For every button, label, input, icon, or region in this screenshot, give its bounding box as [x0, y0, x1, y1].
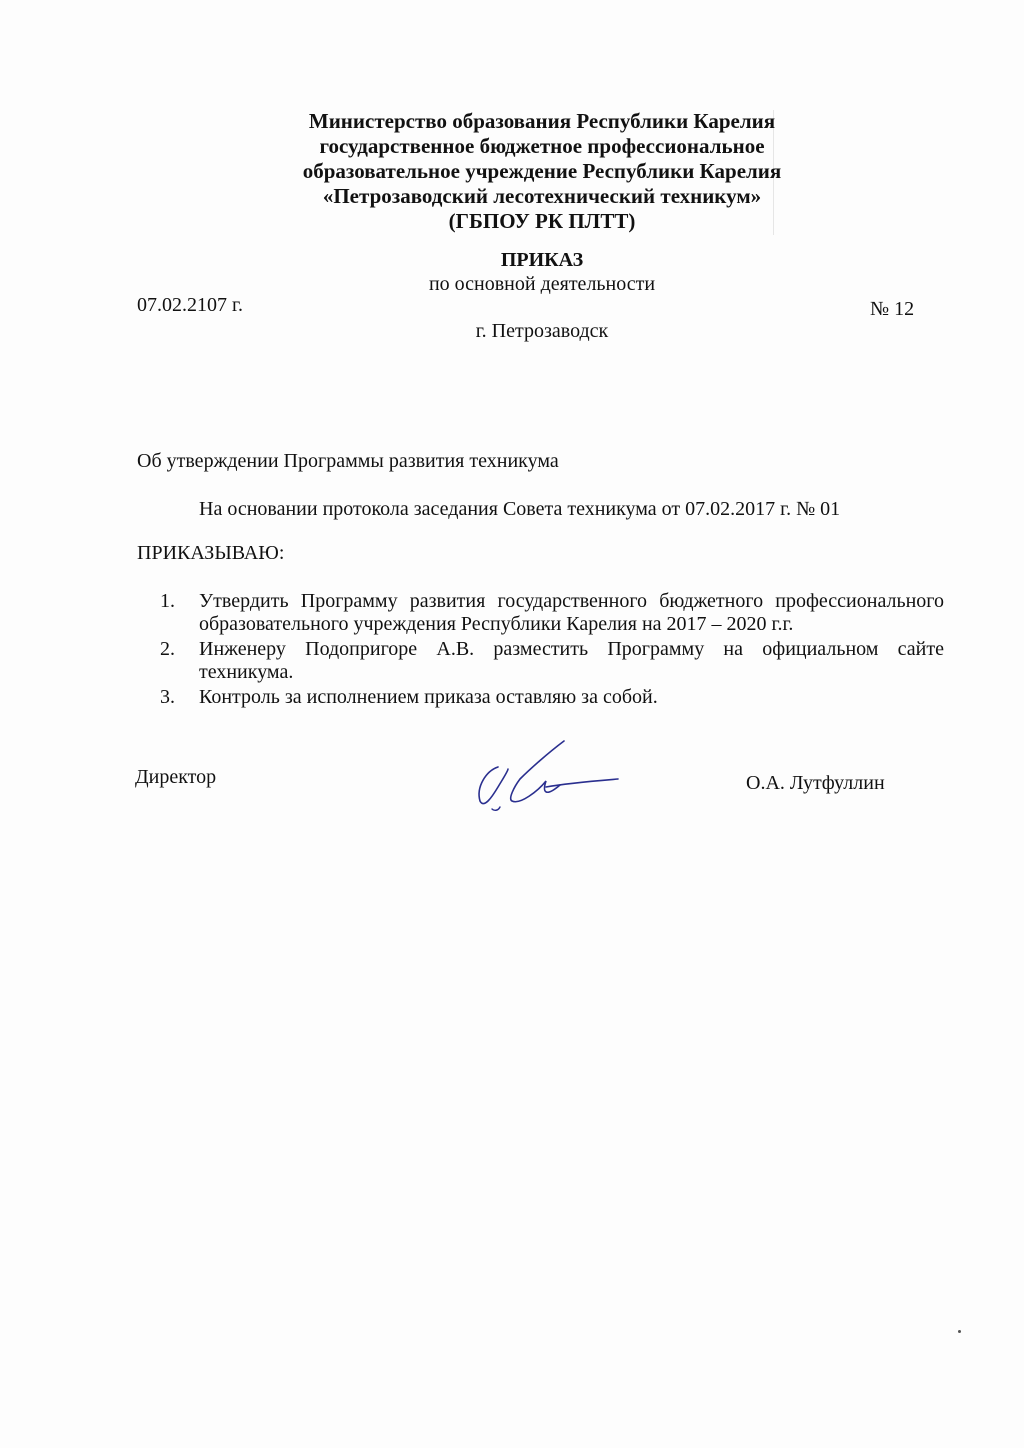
signature-stroke-loop — [479, 767, 508, 804]
header-line-abbreviation: (ГБПОУ РК ПЛТТ) — [448, 209, 636, 233]
header-line-institution: образовательное учреждение Республики Карелия — [302, 159, 782, 183]
order-item-text-line: Контроль за исполнением приказа оставляю за собой. — [199, 686, 658, 708]
order-items-list — [160, 590, 944, 711]
order-subtitle: по основной деятельности — [428, 273, 656, 295]
handwritten-signature — [468, 735, 628, 815]
order-item-text-line: Инженеру Подопригоре А.В. разместить Программу на официальном сайте — [199, 638, 944, 660]
organization-header — [0, 109, 1024, 234]
signer-role: Директор — [135, 766, 217, 788]
order-item-number: 1. — [160, 590, 175, 612]
order-city: г. Петрозаводск — [475, 320, 609, 342]
order-basis: На основании протокола заседания Совета техникума от 07.02.2017 г. № 01 — [199, 498, 841, 520]
order-item-number: 2. — [160, 638, 175, 660]
scan-speck — [958, 1330, 961, 1333]
order-item-text-line: техникума. — [199, 661, 294, 683]
order-item — [160, 686, 944, 709]
order-item-number: 3. — [160, 686, 175, 708]
order-title: ПРИКАЗ — [500, 249, 584, 271]
header-line-type: государственное бюджетное профессиональное — [319, 134, 765, 158]
order-item — [160, 590, 944, 636]
order-item-text-line: Утвердить Программу развития государственного бюджетного профессионального — [199, 590, 944, 612]
order-command-word: ПРИКАЗЫВАЮ: — [137, 542, 285, 564]
signature-stroke-main — [511, 741, 564, 802]
signer-name: О.А. Лутфуллин — [746, 772, 885, 794]
order-date: 07.02.2107 г. — [137, 294, 243, 316]
order-subject: Об утверждении Программы развития техникума — [137, 450, 559, 472]
header-line-ministry: Министерство образования Республики Карелия — [308, 109, 776, 133]
order-item-text-line: образовательного учреждения Республики Карелия на 2017 – 2020 г.г. — [199, 613, 794, 635]
signature-stroke-tail — [546, 779, 618, 787]
header-line-name: «Петрозаводский лесотехнический техникум» — [322, 184, 762, 208]
signature-stroke-hook — [492, 807, 500, 810]
order-item — [160, 638, 944, 684]
order-number: № 12 — [870, 298, 915, 320]
